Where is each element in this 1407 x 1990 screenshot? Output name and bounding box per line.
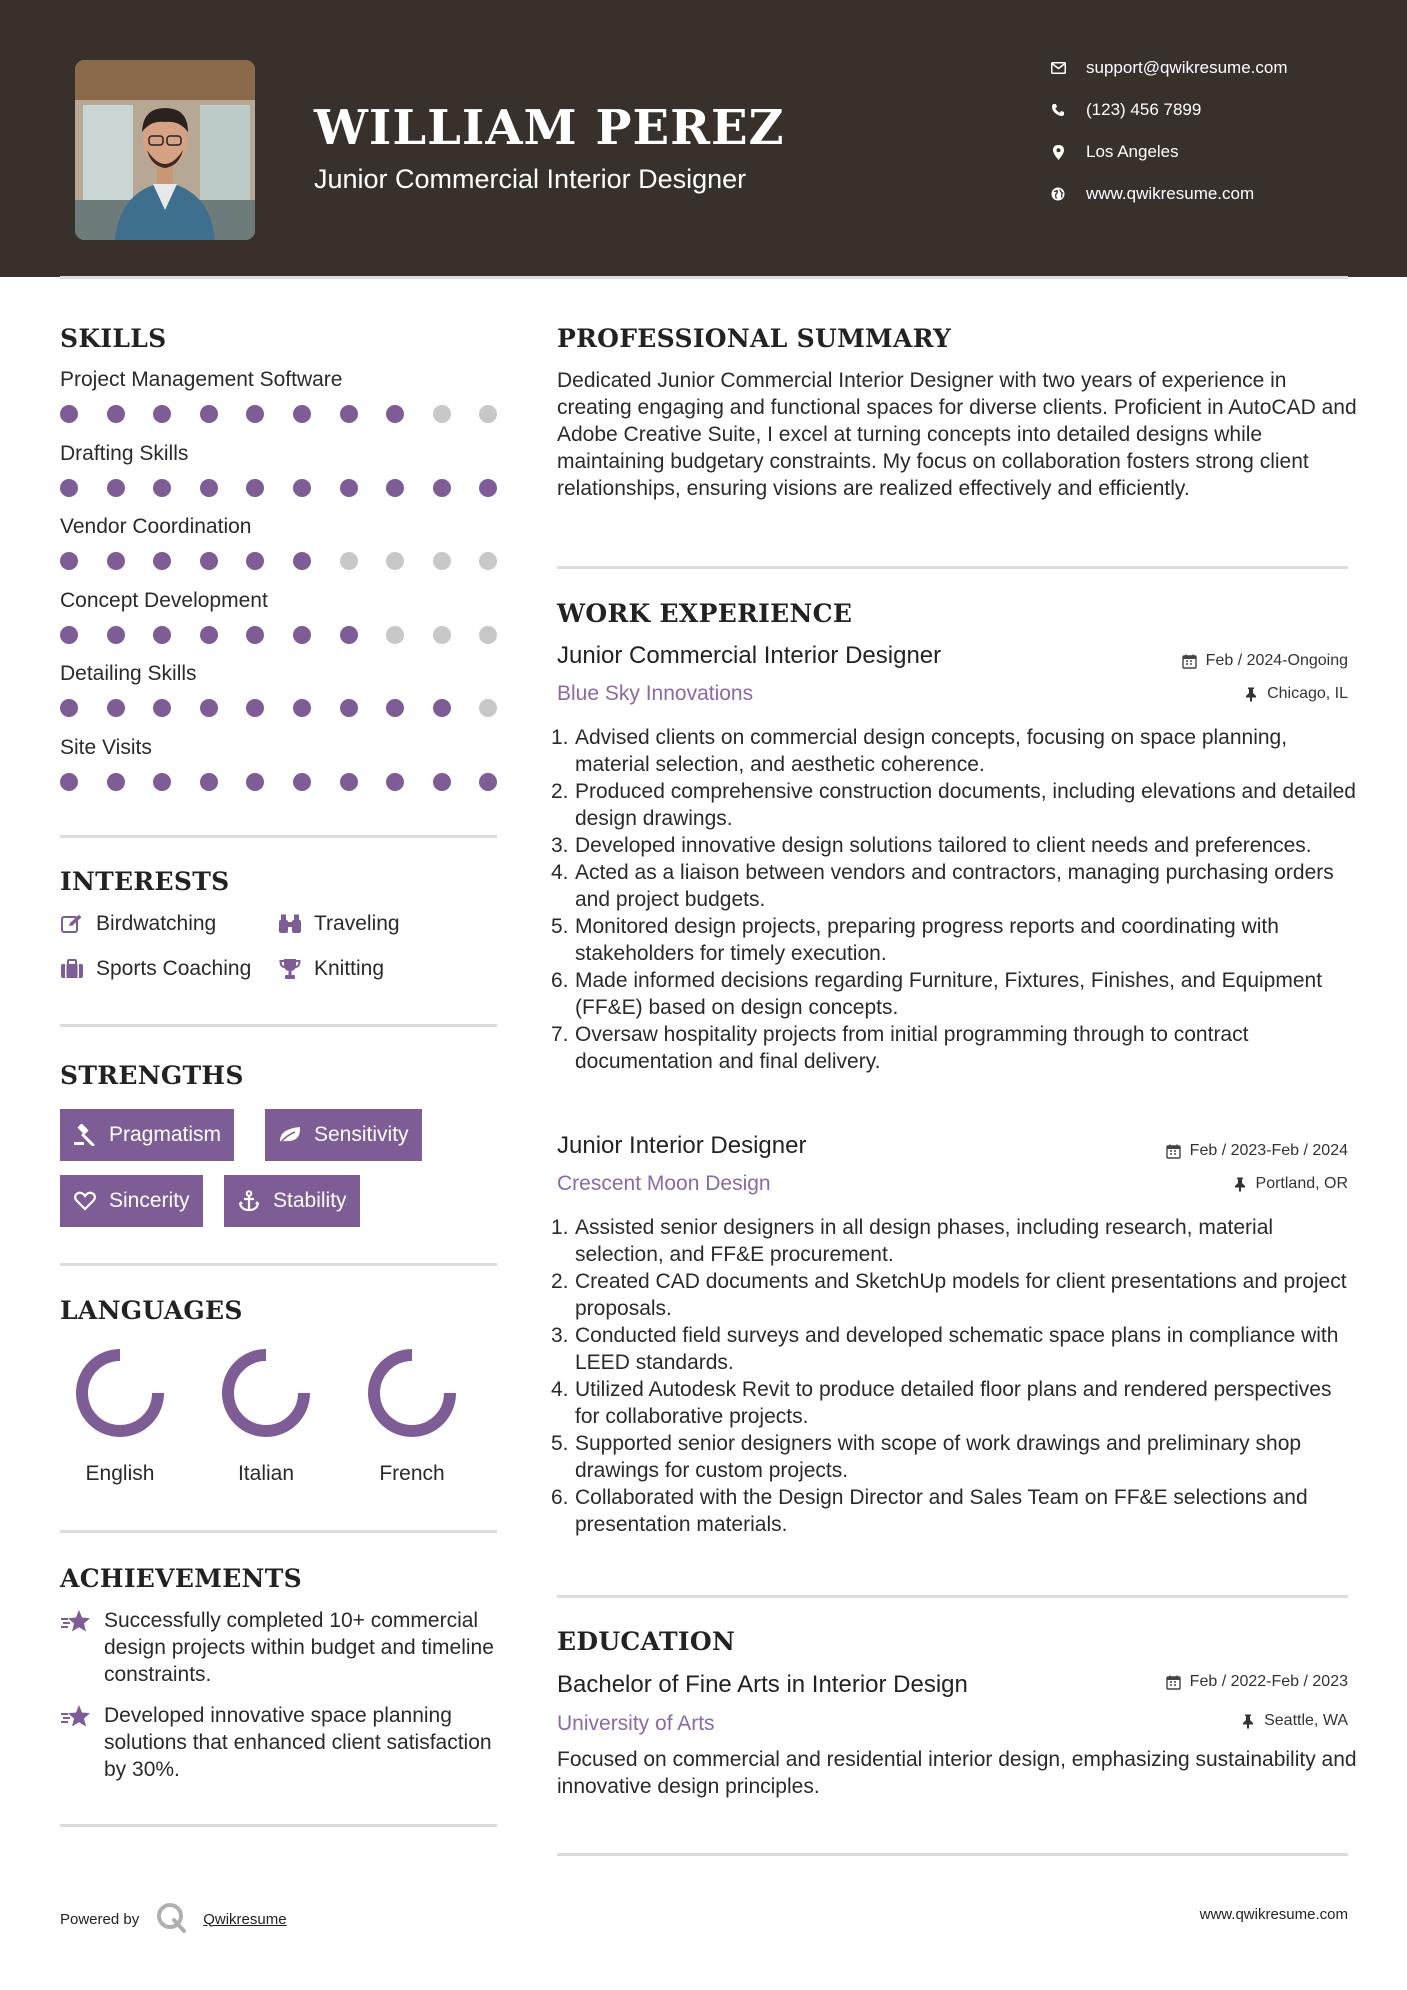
language-label: French	[379, 1462, 445, 1485]
skill-dot	[386, 479, 404, 497]
achievement-text: Developed innovative space planning solutions that enhanced client satisfaction by 30%.	[104, 1704, 492, 1781]
skill-dot	[293, 405, 311, 423]
skill-dot	[293, 552, 311, 570]
globe-icon	[1050, 186, 1066, 202]
map-pin-icon	[1050, 144, 1066, 160]
achievements-title: ACHIEVEMENTS	[60, 1564, 302, 1593]
skill-rating	[60, 626, 500, 644]
skill-rating	[60, 479, 500, 497]
skill-dot	[153, 479, 171, 497]
suitcase-icon	[60, 957, 84, 981]
job-bullet: 1. Advised clients on commercial design concepts, focusing on space planning, material selection, and aesthetic coherence.	[551, 726, 1288, 776]
job-location	[1243, 685, 1348, 703]
skill-dot	[200, 405, 218, 423]
profile-photo	[75, 60, 255, 240]
skill-dot	[293, 773, 311, 791]
contact-location-text: Los Angeles	[1086, 142, 1179, 161]
qwikresume-link[interactable]: Qwikresume	[203, 1910, 287, 1928]
gavel-icon	[73, 1123, 97, 1147]
envelope-icon	[1050, 60, 1066, 76]
interest-label: Sports Coaching	[96, 957, 252, 980]
trophy-icon	[278, 957, 302, 981]
skill-dot	[479, 626, 497, 644]
job-bullet: 5. Supported senior designers with scope of work drawings and preliminary shop drawings for custom projects.	[551, 1432, 1302, 1482]
language-item	[206, 1348, 326, 1486]
contact-location	[1050, 142, 1350, 162]
interest-item	[278, 912, 400, 936]
candidate-name: WILLIAM PEREZ	[314, 100, 785, 156]
job-bullet: 4. Utilized Autodesk Revit to produce detailed floor plans and rendered perspectives for collaborative projects.	[551, 1378, 1332, 1428]
section-divider	[60, 1263, 497, 1266]
interest-item	[60, 912, 216, 936]
skill-dot	[246, 405, 264, 423]
skill-dot	[479, 699, 497, 717]
education-dates-text: Feb / 2022-Feb / 2023	[1189, 1673, 1348, 1690]
strength-label: Pragmatism	[109, 1123, 222, 1146]
header-divider	[60, 276, 1348, 279]
education-location	[1240, 1712, 1348, 1730]
skill-dot	[107, 699, 125, 717]
heart-icon	[73, 1189, 97, 1213]
job-bullet: 3. Developed innovative design solutions tailored to client needs and preferences.	[551, 834, 1312, 857]
job-bullet: 1. Assisted senior designers in all design phases, including research, material selection, and FF&E procurement.	[551, 1216, 1274, 1266]
section-divider	[60, 1824, 497, 1827]
skill-rating	[60, 699, 500, 717]
skill-dot	[60, 552, 78, 570]
shooting-star-icon	[60, 1609, 92, 1635]
company-name: Crescent Moon Design	[557, 1172, 771, 1195]
skill-dot	[293, 699, 311, 717]
job-bullet: 4. Acted as a liaison between vendors and contractors, managing purchasing orders and project budgets.	[551, 861, 1334, 911]
job-title: Junior Interior Designer	[557, 1132, 807, 1159]
skill-dot	[340, 479, 358, 497]
skill-label: Detailing Skills	[60, 662, 197, 685]
strength-label: Sincerity	[109, 1189, 190, 1212]
skill-dot	[340, 552, 358, 570]
skill-dot	[246, 699, 264, 717]
summary-title: PROFESSIONAL SUMMARY	[557, 324, 952, 353]
job-bullet: 5. Monitored design projects, preparing progress reports and coordinating with stakeholders for timely execution.	[551, 915, 1279, 965]
skill-label: Concept Development	[60, 589, 268, 612]
skill-dot	[433, 773, 451, 791]
pushpin-icon	[1243, 686, 1259, 702]
skill-dot	[200, 626, 218, 644]
skills-title: SKILLS	[60, 324, 167, 353]
skill-dot	[479, 405, 497, 423]
job-dates-text: Feb / 2023-Feb / 2024	[1189, 1142, 1348, 1159]
strength-badge	[60, 1175, 203, 1227]
phone-icon	[1050, 102, 1066, 118]
anchor-icon	[237, 1189, 261, 1213]
footer-website[interactable]: www.qwikresume.com	[1199, 1906, 1348, 1923]
strength-badge	[60, 1109, 234, 1161]
skill-dot	[60, 699, 78, 717]
job-bullet: 6. Made informed decisions regarding Furniture, Fixtures, Finishes, and Equipment (FF&E) based on design concepts.	[551, 969, 1323, 1019]
section-divider	[60, 835, 497, 838]
education-dates	[1166, 1673, 1348, 1691]
section-divider	[557, 1853, 1348, 1856]
skill-dot	[340, 773, 358, 791]
language-label: Italian	[237, 1462, 295, 1485]
pushpin-icon	[1232, 1176, 1248, 1192]
skill-rating	[60, 405, 500, 423]
skill-dot	[433, 552, 451, 570]
skill-label: Vendor Coordination	[60, 515, 252, 538]
contact-website-text: www.qwikresume.com	[1086, 184, 1255, 203]
skill-dot	[107, 479, 125, 497]
language-label: English	[85, 1462, 155, 1485]
job-bullets	[551, 1214, 1357, 1538]
skill-dot	[340, 626, 358, 644]
strength-badge	[224, 1175, 360, 1227]
contact-phone-text: (123) 456 7899	[1086, 100, 1202, 119]
strength-badge	[265, 1109, 422, 1161]
job-bullet: 2. Produced comprehensive construction documents, including elevations and detailed design drawings.	[551, 780, 1356, 830]
skill-dot	[153, 405, 171, 423]
skill-dot	[60, 479, 78, 497]
skill-dot	[153, 626, 171, 644]
skill-dot	[340, 699, 358, 717]
interest-label: Knitting	[314, 957, 385, 980]
contact-phone[interactable]	[1050, 100, 1350, 120]
contact-email-text: support@qwikresume.com	[1086, 58, 1288, 77]
pushpin-icon	[1240, 1713, 1256, 1729]
qwikresume-logo-icon	[155, 1901, 187, 1937]
footer-powered-by	[60, 1901, 287, 1937]
skill-dot	[60, 626, 78, 644]
job-dates-text: Feb / 2024-Ongoing	[1205, 652, 1348, 669]
header	[0, 0, 1407, 277]
skill-dot	[386, 552, 404, 570]
skill-dot	[107, 626, 125, 644]
skill-dot	[153, 552, 171, 570]
skill-dot	[433, 699, 451, 717]
section-divider	[557, 566, 1348, 569]
skill-dot	[153, 773, 171, 791]
language-gauge	[75, 1348, 165, 1438]
education-title: EDUCATION	[557, 1627, 736, 1656]
languages-title: LANGUAGES	[60, 1296, 243, 1325]
language-gauge	[367, 1348, 457, 1438]
leaf-icon	[278, 1123, 302, 1147]
degree-title: Bachelor of Fine Arts in Interior Design	[557, 1671, 968, 1698]
summary-text: Dedicated Junior Commercial Interior Designer with two years of experience in creating engaging and functional spaces for diverse clients. Proficient in AutoCAD and Adobe Creative Suite, I excel at turning concepts into detailed designs while maintaining budgetary constraints. My focus on collaboration fosters strong client relationships, ensuring visions are realized effectively and efficiently.	[557, 369, 1357, 500]
binoculars-icon	[278, 912, 302, 936]
section-divider	[60, 1024, 497, 1027]
calendar-icon	[1166, 1674, 1182, 1690]
skill-dot	[386, 773, 404, 791]
skill-dot	[200, 699, 218, 717]
company-name: Blue Sky Innovations	[557, 682, 754, 705]
section-divider	[557, 1595, 1348, 1598]
contact-website[interactable]	[1050, 184, 1350, 204]
job-bullet: 3. Conducted field surveys and developed schematic space plans in compliance with LEED standards.	[551, 1324, 1339, 1374]
skill-dot	[246, 479, 264, 497]
education-text: Focused on commercial and residential interior design, emphasizing sustainability and innovative design principles.	[557, 1748, 1357, 1798]
skill-dot	[340, 405, 358, 423]
job-bullet: 2. Created CAD documents and SketchUp models for client presentations and project proposals.	[551, 1270, 1347, 1320]
job-location-text: Portland, OR	[1255, 1175, 1348, 1192]
candidate-role: Junior Commercial Interior Designer	[314, 164, 747, 194]
skill-dot	[246, 773, 264, 791]
skill-dot	[107, 552, 125, 570]
edit-icon	[60, 912, 84, 936]
language-item	[60, 1348, 180, 1486]
strength-label: Stability	[273, 1189, 347, 1212]
skill-dot	[479, 552, 497, 570]
skill-dot	[200, 552, 218, 570]
achievement-text: Successfully completed 10+ commercial design projects within budget and timeline constraints.	[104, 1609, 494, 1686]
interest-item	[60, 957, 251, 981]
skill-dot	[60, 405, 78, 423]
job-bullets	[551, 724, 1357, 1075]
job-title: Junior Commercial Interior Designer	[557, 642, 942, 669]
skill-dot	[200, 479, 218, 497]
skill-dot	[60, 773, 78, 791]
skill-label: Drafting Skills	[60, 442, 189, 465]
calendar-icon	[1166, 1143, 1182, 1159]
achievement-item	[60, 1607, 500, 1691]
skill-label: Site Visits	[60, 736, 152, 759]
skill-dot	[246, 626, 264, 644]
job-bullet: 6. Collaborated with the Design Director and Sales Team on FF&E selections and presentation materials.	[551, 1486, 1308, 1536]
strength-label: Sensitivity	[314, 1123, 409, 1146]
job-dates	[1166, 1142, 1348, 1160]
achievement-item	[60, 1702, 500, 1786]
interests-title: INTERESTS	[60, 867, 230, 896]
section-divider	[60, 1530, 497, 1533]
language-gauge	[221, 1348, 311, 1438]
powered-by-text: Powered by	[60, 1910, 140, 1928]
skill-dot	[107, 773, 125, 791]
skill-rating	[60, 552, 500, 570]
skill-dot	[293, 479, 311, 497]
interest-item	[278, 957, 384, 981]
experience-title: WORK EXPERIENCE	[557, 599, 853, 628]
skill-dot	[433, 479, 451, 497]
calendar-icon	[1182, 653, 1198, 669]
skill-dot	[479, 479, 497, 497]
skill-dot	[107, 405, 125, 423]
skill-dot	[293, 626, 311, 644]
job-bullet: 7. Oversaw hospitality projects from initial programming through to contract documentation and final delivery.	[551, 1023, 1249, 1073]
job-dates	[1182, 652, 1348, 670]
education-location-text: Seattle, WA	[1264, 1712, 1348, 1729]
skill-label: Project Management Software	[60, 368, 343, 391]
skill-dot	[479, 773, 497, 791]
interest-label: Birdwatching	[96, 912, 217, 935]
skill-rating	[60, 773, 500, 791]
skill-dot	[433, 626, 451, 644]
job-location-text: Chicago, IL	[1267, 685, 1348, 702]
job-location	[1232, 1175, 1348, 1193]
shooting-star-icon	[60, 1704, 92, 1730]
language-item	[352, 1348, 472, 1486]
skill-dot	[200, 773, 218, 791]
interest-label: Traveling	[314, 912, 400, 935]
skill-dot	[246, 552, 264, 570]
contact-email[interactable]	[1050, 58, 1350, 78]
school-name: University of Arts	[557, 1712, 715, 1735]
skill-dot	[433, 405, 451, 423]
skill-dot	[386, 699, 404, 717]
skill-dot	[153, 699, 171, 717]
strengths-title: STRENGTHS	[60, 1061, 244, 1090]
skill-dot	[386, 626, 404, 644]
skill-dot	[386, 405, 404, 423]
